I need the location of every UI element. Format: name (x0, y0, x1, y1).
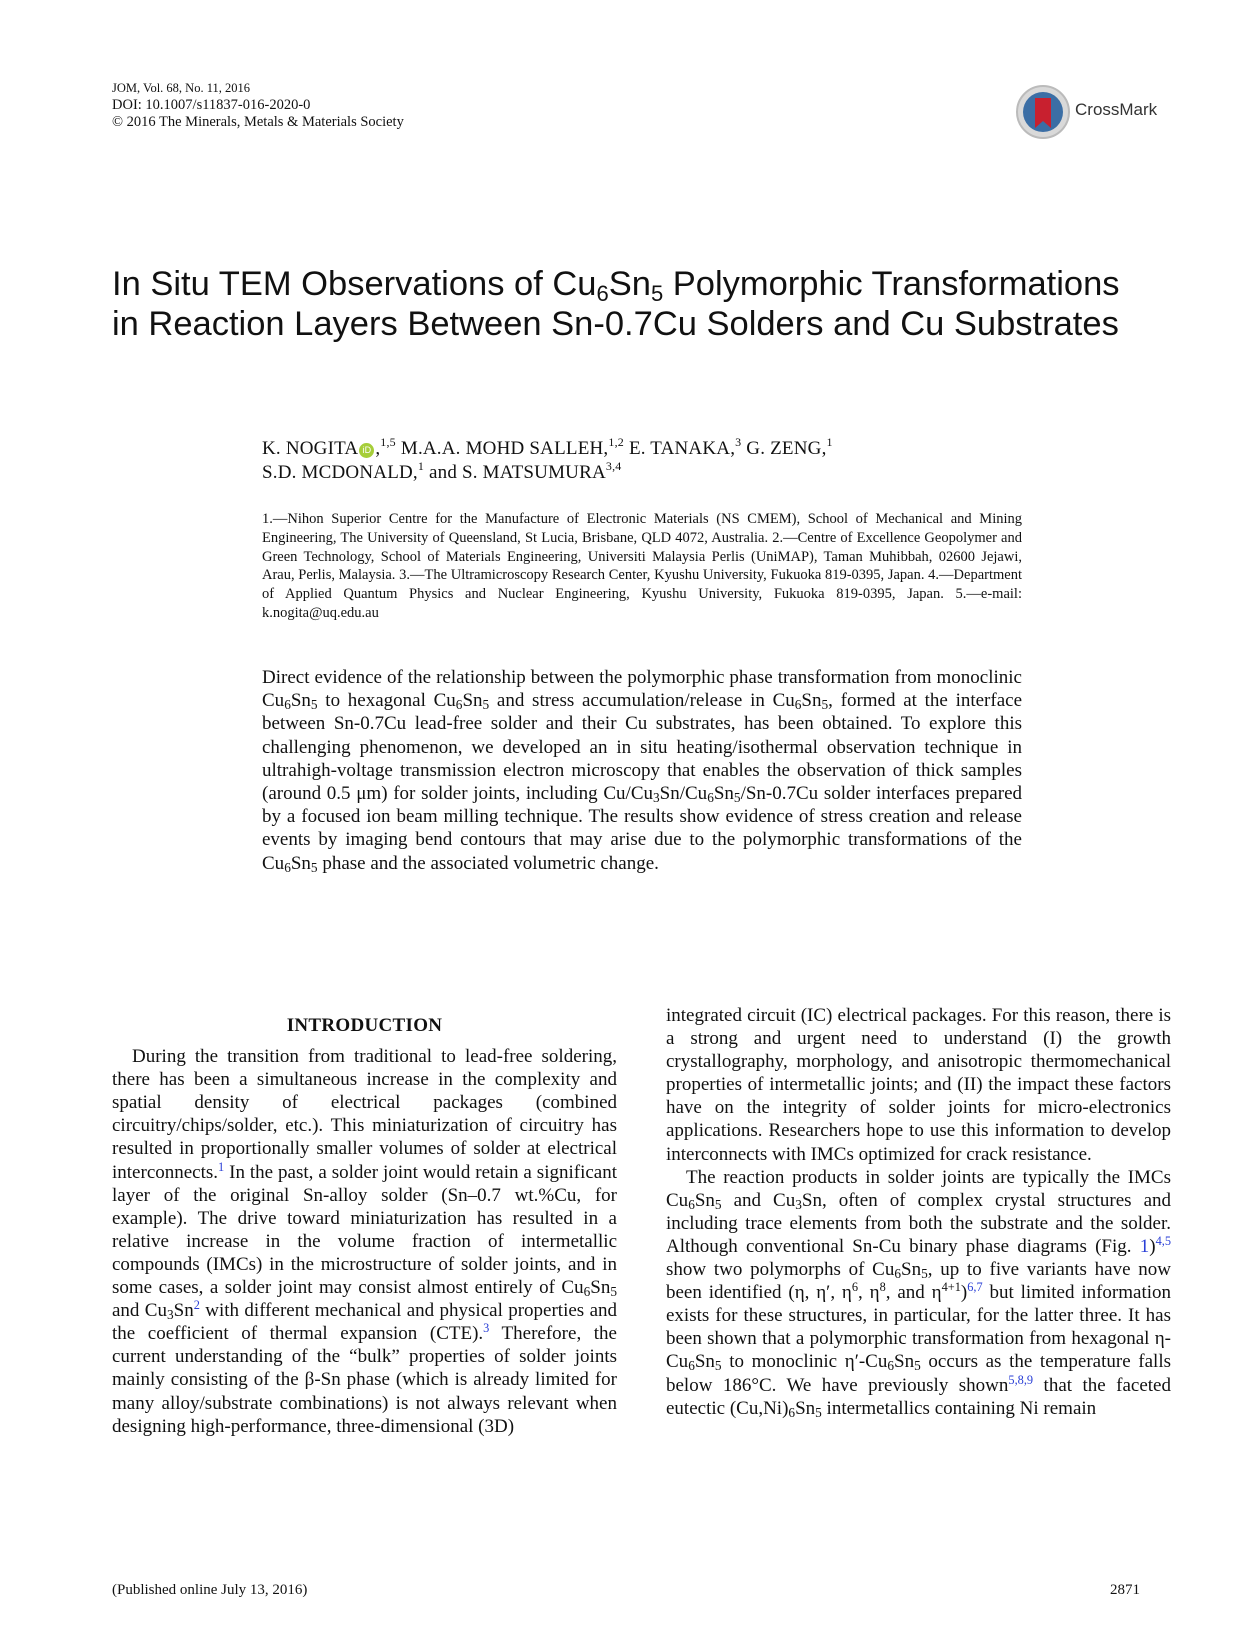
journal-citation: JOM, Vol. 68, No. 11, 2016 (112, 81, 250, 95)
journal-meta (112, 80, 404, 131)
crossmark-icon (1015, 84, 1071, 140)
citation-link[interactable]: 4,5 (1155, 1233, 1171, 1248)
author-name: E. TANAKA, (628, 438, 736, 459)
body-column-right (666, 1004, 1171, 1420)
figure-link[interactable]: 1 (1139, 1235, 1150, 1257)
page-number: 2871 (1110, 1582, 1140, 1598)
citation-link[interactable]: 1 (218, 1159, 225, 1174)
paragraph: During the transition from traditional to lead-free soldering, there has been a simultaneous increase in the complexity and spatial density of electrical packages (combined circuitry/chips/solder, etc.). This miniaturization of circuitry has resulted in proportionally smaller volumes of solder at electrical interconnects.$^1$ In the past, a solder joint would retain a significant layer of the original Sn-alloy solder (Sn–0.7 wt.%Cu, for example). The drive toward miniaturization has resulted in a relative increase in the volume fraction of intermetallic compounds (IMCs) in the microstructure of solder joints, and in some cases, a solder joint may consist almost entirely of $Cu_6Sn_5$ and $Cu_3Sn^2$ with different mechanical and physical properties and the coefficient of thermal expansion (CTE).$^3$ Therefore, the current understanding of the “bulk” properties of solder joints mainly consisting of the β-Sn phase (which is already limited for many alloy/substrate combinations) is not always relevant when designing high-performance, three-dimensional (3D) (112, 1046, 618, 1437)
orcid-icon[interactable]: iD (359, 443, 374, 458)
body-column-left (112, 1014, 617, 1438)
crossmark-badge[interactable] (1015, 82, 1185, 142)
author-name: S.D. MCDONALD, (262, 462, 418, 483)
paragraph: The reaction products in solder joints are typically the IMCs $Cu_6Sn_5$ and $Cu_3Sn$, often of complex crystal structures and including trace elements from both the substrate and the solder. Although conventional Sn-Cu binary phase diagrams (Fig. 1)$^{4,5}$ show two polymorphs of $Cu_6Sn_5$, up to five variants have now been identified (η, η′, $\eta^6$, $\eta^8$, and $\eta^{4+1})^{6,7}$ but limited information exists for these structures, in particular, for the latter three. It has been shown that a polymorphic transformation from hexagonal $\eta-Cu_6Sn_5$ to monoclinic $\eta'-Cu_6Sn_5$ occurs as the temperature falls below 186°C. We have previously shown$^{5,8,9}$ that the faceted eutectic $(Cu,Ni)_6Sn_5$ intermetallics containing Ni remain (666, 1166, 1172, 1420)
publication-date: (Published online July 13, 2016) (112, 1582, 308, 1598)
citation-link[interactable]: 3 (483, 1321, 490, 1336)
author-name: and S. MATSUMURA (429, 462, 606, 483)
affiliations: 1.—Nihon Superior Centre for the Manufacture of Electronic Materials (NS CMEM), School of Mechanical and Mining Engineering, The University of Queensland, St Lucia, Brisbane, QLD 4072, Australia. 2.—Centre of Excellence Geopolymer and Green Technology, School of Materials Engineering, Universiti Malaysia Perlis (UniMAP), Taman Muhibbah, 02600 Jejawi, Arau, Perlis, Malaysia. 3.—The Ultramicroscopy Research Center, Kyushu University, Fukuoka 819-0395, Japan. 4.—Department of Applied Quantum Physics and Nuclear Engineering, Kyushu University, Fukuoka 819-0395, Japan. 5.—e-mail: k.nogita@uq.edu.au (262, 511, 1022, 621)
section-heading: INTRODUCTION (286, 1015, 443, 1036)
author-name: K. NOGITA (262, 438, 359, 459)
author-name: G. ZENG, (746, 438, 827, 459)
citation-link[interactable]: 6,7 (967, 1280, 983, 1295)
crossmark-label: CrossMark (1075, 100, 1158, 119)
author-list: K. NOGITA iD ,$^{1,5}$ M.A.A. MOHD SALLEH,$^{1,2}$ E. TANAKA,$^3$ G. ZENG,$^1$ S.D. MCDONALD,$^1$ and S. MATSUMURA$^{3,4}$ (262, 435, 833, 483)
abstract: Direct evidence of the relationship between the polymorphic phase transformation from monoclinic $Cu_6Sn_5$ to hexagonal $Cu_6Sn_5$ and stress accumulation/release in $Cu_6Sn_5$, formed at the interface between Sn-0.7Cu lead-free solder and their Cu substrates, has been obtained. To explore this challenging phenomenon, we developed an in situ heating/isothermal observation technique in ultrahigh-voltage transmission electron microscopy that enables the observation of thick samples (around 0.5 μm) for solder joints, including $Cu/Cu_3Sn/Cu_6Sn_5/Sn-0.7Cu$ solder interfaces prepared by a focused ion beam milling technique. The results show evidence of stress creation and release events by imaging bend contours that may arise due to the polymorphic transformations of the $Cu_6Sn_5$ phase and the associated volumetric change. (262, 667, 1023, 875)
paragraph: integrated circuit (IC) electrical packages. For this reason, there is a strong and urgent need to understand (I) the growth crystallography, morphology, and anisotropic thermomechanical properties of intermetallic joints; and (II) the impact these factors have on the integrity of solder joints for micro-electronics applications. Researchers hope to use this information to develop interconnects with IMCs optimized for crack resistance. (666, 1005, 1171, 1165)
citation-link[interactable]: 2 (193, 1298, 200, 1313)
doi: DOI: 10.1007/s11837-016-2020-0 (112, 97, 311, 113)
paper-title: In Situ TEM Observations of $Cu_6Sn_5$ Polymorphic Transformations in Reaction Layers Between Sn-0.7Cu Solders and Cu Substrates (112, 265, 1120, 343)
author-name: M.A.A. MOHD SALLEH, (400, 438, 609, 459)
citation-link[interactable]: 5,8,9 (1008, 1372, 1034, 1387)
copyright: © 2016 The Minerals, Metals & Materials Society (112, 114, 404, 130)
